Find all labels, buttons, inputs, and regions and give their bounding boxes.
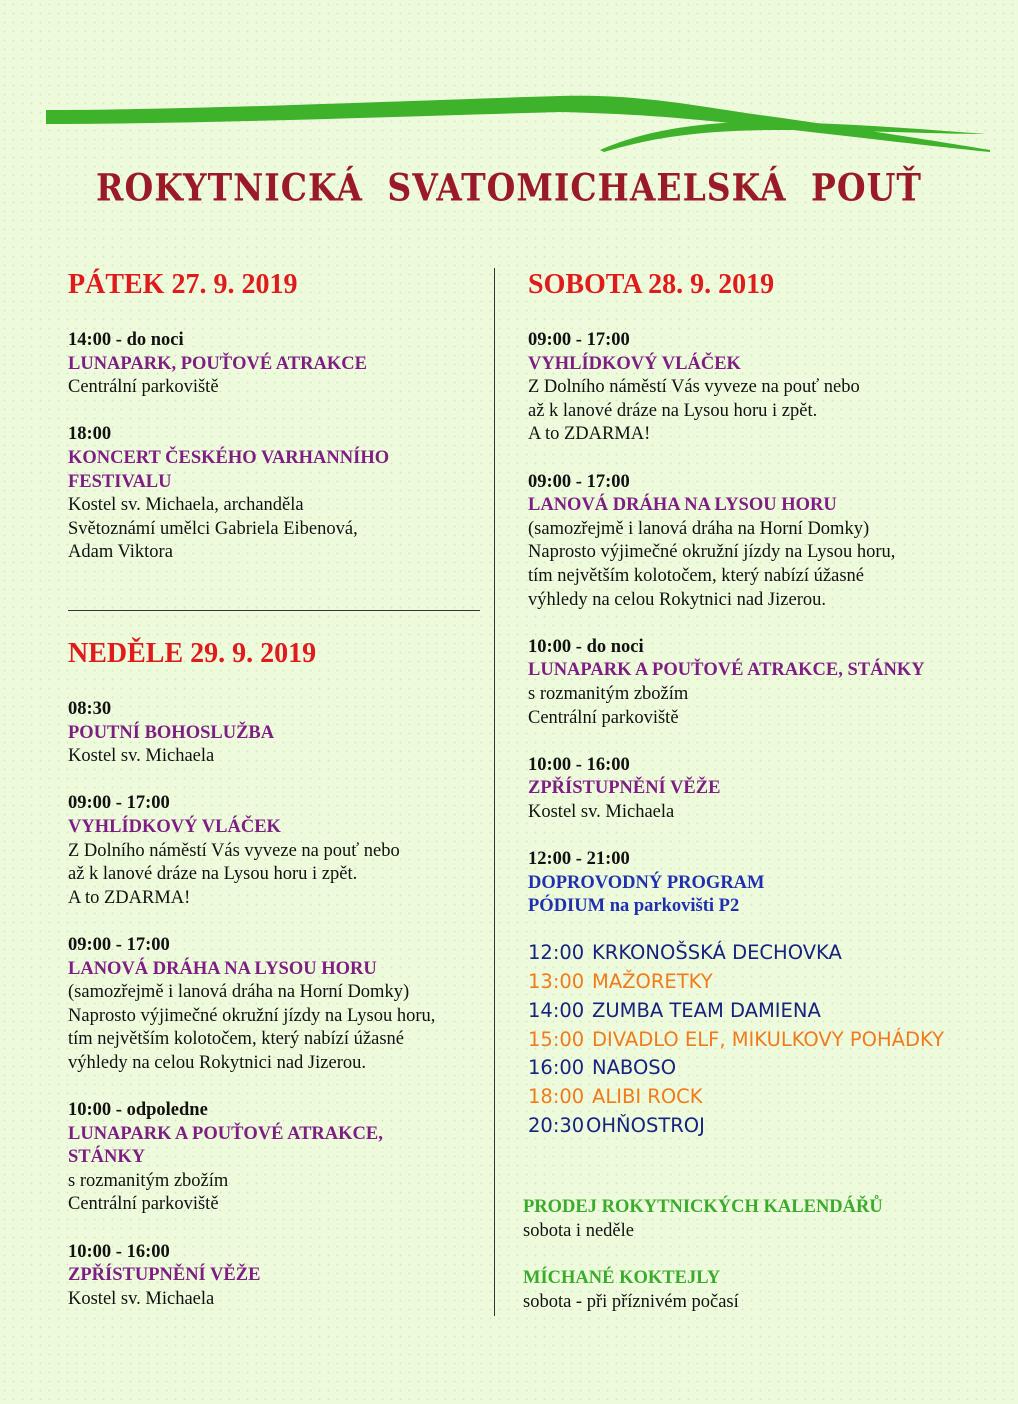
program-subtitle: PÓDIUM na parkovišti P2 — [528, 896, 740, 917]
event-detail: A to ZDARMA! — [68, 887, 191, 908]
schedule-act: KRKONOŠSKÁ DECHOVKA — [592, 940, 842, 964]
event-detail: (samozřejmě i lanová dráha na Horní Domky) — [68, 982, 410, 1003]
sunday-section — [68, 637, 488, 1311]
event-name: LANOVÁ DRÁHA NA LYSOU HORU — [528, 495, 837, 516]
event-name: LUNAPARK, POUŤOVÉ ATRAKCE — [68, 353, 367, 374]
event-detail: s rozmanitým zbožím — [528, 683, 689, 704]
schedule-act: DIVADLO ELF, MIKULKOVY POHÁDKY — [592, 1027, 945, 1051]
event-detail: Kostel sv. Michaela — [68, 1288, 215, 1309]
extra-item — [523, 1196, 993, 1243]
extra-name: PRODEJ ROKYTNICKÝCH KALENDÁŘŮ — [523, 1197, 883, 1217]
schedule-row — [528, 1026, 998, 1055]
event-time: 09:00 - 17:00 — [528, 330, 630, 350]
schedule-time: 20:30 — [528, 1114, 585, 1138]
event-name: VYHLÍDKOVÝ VLÁČEK — [68, 816, 281, 837]
event-detail: Z Dolního náměstí Vás vyveze na pouť nebo — [68, 840, 400, 861]
event-detail: Centrální parkoviště — [68, 1194, 219, 1215]
schedule-time: 14:00 — [528, 998, 585, 1022]
event-detail: (samozřejmě i lanová dráha na Horní Domky) — [528, 518, 870, 539]
event-detail: Centrální parkoviště — [528, 707, 679, 728]
event-item — [68, 1099, 488, 1217]
extra-item — [523, 1267, 993, 1314]
schedule-act: NABOSO — [592, 1056, 677, 1080]
event-detail: až k lanové dráze na Lysou horu i zpět. — [528, 400, 818, 421]
event-name: KONCERT ČESKÉHO VARHANNÍHO FESTIVALU — [68, 447, 390, 492]
extra-name: MÍCHANÉ KOKTEJLY — [523, 1268, 721, 1289]
saturday-heading: SOBOTA 28. 9. 2019 — [528, 269, 775, 300]
event-detail: až k lanové dráze na Lysou horu i zpět. — [68, 864, 358, 885]
event-item — [528, 471, 998, 613]
event-name: ZPŘÍSTUPNĚNÍ VĚŽE — [68, 1265, 261, 1286]
schedule-row — [528, 1054, 998, 1083]
event-time: 14:00 - do noci — [68, 330, 184, 350]
event-detail: Centrální parkoviště — [68, 377, 219, 398]
schedule-time: 13:00 — [528, 969, 585, 993]
column-divider — [494, 268, 495, 1316]
event-time: 10:00 - do noci — [528, 636, 644, 657]
event-detail: Naprosto výjimečné okružní jízdy na Lysou horu, — [68, 1005, 436, 1026]
extra-detail: sobota - při příznivém počasí — [523, 1291, 739, 1312]
stage-schedule — [528, 939, 998, 1141]
event-time: 09:00 - 17:00 — [68, 934, 170, 955]
event-detail: Adam Viktora — [68, 542, 173, 563]
event-detail: tím největším kolotočem, který nabízí úžasné — [68, 1029, 404, 1050]
schedule-row — [528, 997, 998, 1026]
schedule-act: MAŽORETKY — [592, 969, 713, 993]
event-detail: tím největším kolotočem, který nabízí úžasné — [528, 565, 864, 586]
schedule-time: 16:00 — [528, 1056, 585, 1080]
event-item — [68, 423, 488, 565]
section-divider — [68, 610, 480, 611]
program-block — [528, 848, 998, 919]
event-name: LUNAPARK A POUŤOVÉ ATRAKCE, STÁNKY — [68, 1123, 383, 1168]
schedule-row — [528, 1112, 998, 1141]
event-detail: Světoznámí umělci Gabriela Eibenová, — [68, 518, 358, 539]
event-detail: Kostel sv. Michaela — [528, 801, 675, 822]
event-item — [528, 636, 998, 730]
green-swoosh-decoration — [0, 0, 1018, 170]
event-item — [68, 329, 488, 400]
event-detail: Kostel sv. Michaela — [68, 746, 215, 767]
event-item — [528, 754, 998, 825]
event-time: 09:00 - 17:00 — [68, 793, 170, 814]
program-title: DOPROVODNÝ PROGRAM — [528, 872, 765, 893]
event-detail: Kostel sv. Michaela, archanděla — [68, 495, 304, 516]
event-name: LUNAPARK A POUŤOVÉ ATRAKCE, STÁNKY — [528, 660, 925, 681]
event-detail: A to ZDARMA! — [528, 424, 651, 445]
event-detail: Z Dolního náměstí Vás vyveze na pouť nebo — [528, 377, 860, 398]
event-time: 09:00 - 17:00 — [528, 471, 630, 492]
event-item — [528, 329, 998, 447]
event-detail: s rozmanitým zbožím — [68, 1170, 229, 1191]
schedule-act: ALIBI ROCK — [592, 1085, 703, 1109]
extras-section — [523, 1196, 993, 1314]
event-time: 12:00 - 21:00 — [528, 849, 630, 870]
saturday-section — [528, 268, 998, 1141]
schedule-time: 15:00 — [528, 1027, 585, 1051]
event-time: 18:00 — [68, 424, 112, 445]
schedule-row — [528, 1083, 998, 1112]
event-item — [68, 792, 488, 910]
schedule-act: OHŇOSTROJ — [586, 1114, 705, 1138]
schedule-act: ZUMBA TEAM DAMIENA — [592, 998, 821, 1022]
sunday-heading: NEDĚLE 29. 9. 2019 — [68, 638, 317, 669]
schedule-row — [528, 939, 998, 968]
schedule-row — [528, 968, 998, 997]
event-detail: Naprosto výjimečné okružní jízdy na Lysou horu, — [528, 542, 896, 563]
page-title: ROKYTNICKÁ SVATOMICHAELSKÁ POUŤ — [96, 165, 922, 210]
event-time: 10:00 - 16:00 — [68, 1241, 170, 1262]
event-detail: výhledy na celou Rokytnici nad Jizerou. — [68, 1052, 366, 1073]
extra-detail: sobota i neděle — [523, 1220, 634, 1241]
event-name: POUTNÍ BOHOSLUŽBA — [68, 722, 275, 743]
event-time: 10:00 - 16:00 — [528, 754, 630, 775]
event-name: VYHLÍDKOVÝ VLÁČEK — [528, 353, 741, 374]
event-item — [68, 1241, 488, 1312]
friday-heading: PÁTEK 27. 9. 2019 — [68, 269, 298, 300]
event-item — [68, 934, 488, 1076]
schedule-time: 12:00 — [528, 940, 585, 964]
event-name: LANOVÁ DRÁHA NA LYSOU HORU — [68, 958, 377, 979]
event-detail: výhledy na celou Rokytnici nad Jizerou. — [528, 589, 826, 610]
event-time: 08:30 — [68, 699, 112, 719]
event-item — [68, 698, 488, 769]
event-name: ZPŘÍSTUPNĚNÍ VĚŽE — [528, 778, 721, 799]
schedule-time: 18:00 — [528, 1085, 585, 1109]
friday-section — [68, 268, 488, 565]
event-time: 10:00 - odpoledne — [68, 1100, 208, 1121]
